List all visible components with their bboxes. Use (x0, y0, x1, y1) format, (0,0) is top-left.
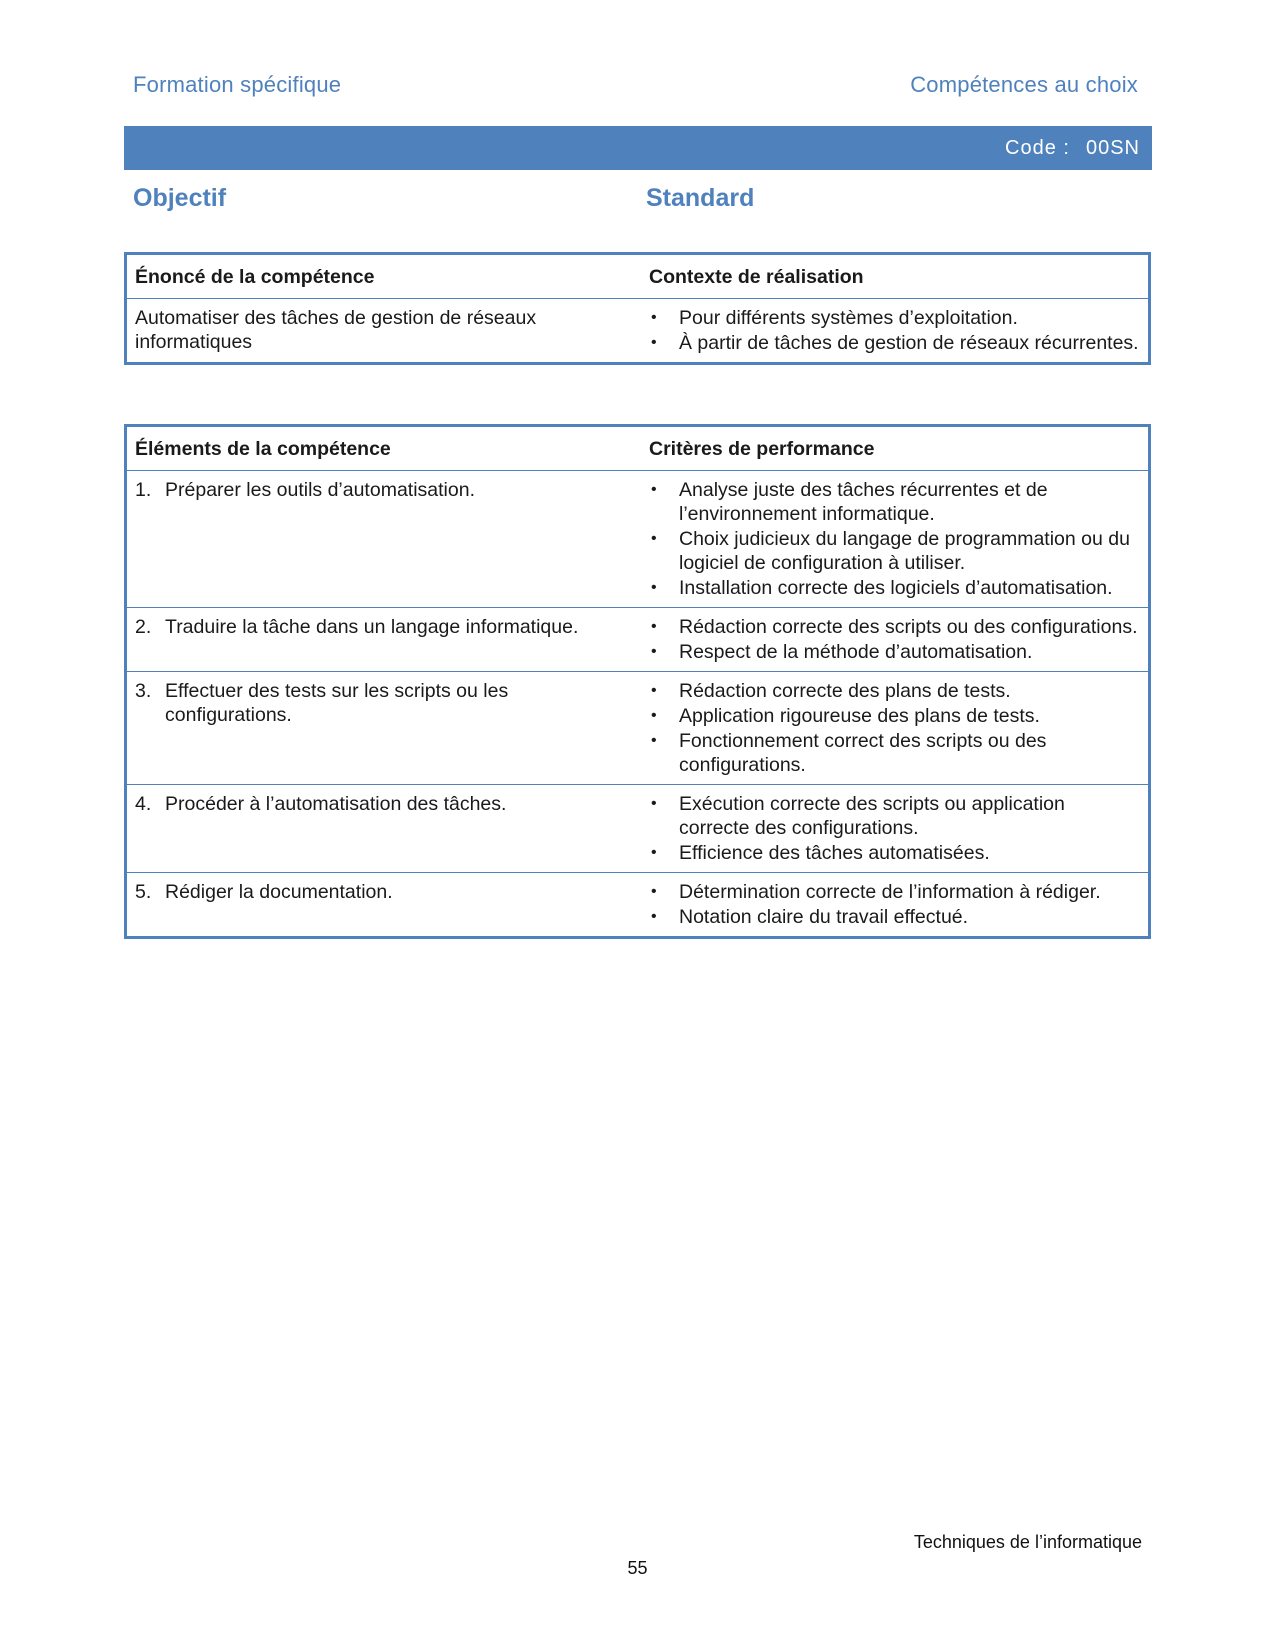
table-header-row (126, 426, 1150, 471)
list-item-text: Fonctionnement correct des scripts ou des configurations. (679, 730, 1047, 776)
element-text: Effectuer des tests sur les scripts ou les configurations. (165, 680, 509, 726)
criteria-list (649, 679, 1140, 777)
elements-table (124, 424, 1151, 939)
element-text: Traduire la tâche dans un langage informatique. (165, 616, 579, 638)
criteria-list (649, 880, 1140, 929)
element-number: 2. (135, 616, 152, 638)
element-text: Procéder à l’automatisation des tâches. (165, 793, 507, 815)
element-number: 1. (135, 479, 152, 501)
objectif-heading: Objectif (133, 184, 227, 212)
criteria-list (649, 792, 1140, 865)
bullet-icon: • (651, 309, 657, 326)
criteria-cell (639, 672, 1150, 785)
list-item (649, 478, 1140, 526)
table-row (126, 299, 1150, 364)
list-item-text: Analyse juste des tâches récurrentes et de l’environnement informatique. (679, 479, 1048, 525)
elements-header: Éléments de la compétence (126, 426, 640, 471)
subsection-title: Compétences au choix (910, 72, 1138, 97)
table-row (126, 608, 1150, 672)
enonce-text: Automatiser des tâches de gestion de réseaux informatiques (126, 299, 640, 364)
code-value: 00SN (1085, 136, 1140, 159)
list-item (649, 527, 1140, 575)
element-cell (126, 785, 640, 873)
contexte-cell (639, 299, 1150, 364)
list-item-text: Choix judicieux du langage de programmation ou du logiciel de configuration à utiliser. (679, 528, 1130, 574)
table-header-row (126, 254, 1150, 299)
table-row (126, 471, 1150, 608)
list-item (649, 640, 1140, 664)
code-bar (124, 126, 1152, 170)
bullet-icon: • (651, 618, 657, 635)
element-cell (126, 471, 640, 608)
criteres-header: Critères de performance (639, 426, 1150, 471)
list-item-text: Application rigoureuse des plans de tests. (679, 705, 1040, 727)
criteria-list (649, 478, 1140, 600)
bullet-icon: • (651, 682, 657, 699)
code-label: Code : (1005, 136, 1070, 159)
list-item (649, 905, 1140, 929)
criteria-cell (639, 873, 1150, 938)
footer-program: Techniques de l’informatique (913, 1532, 1142, 1552)
list-item (649, 331, 1140, 355)
list-item (649, 615, 1140, 639)
list-item-text: À partir de tâches de gestion de réseaux récurrentes. (679, 332, 1139, 354)
list-item-text: Détermination correcte de l’information à rédiger. (679, 881, 1101, 903)
table-row (126, 785, 1150, 873)
bullet-icon: • (651, 643, 657, 660)
element-cell (126, 672, 640, 785)
bullet-icon: • (651, 579, 657, 596)
element-number: 3. (135, 680, 152, 702)
bullet-icon: • (651, 732, 657, 749)
criteria-cell (639, 785, 1150, 873)
bullet-icon: • (651, 908, 657, 925)
bullet-icon: • (651, 481, 657, 498)
element-cell (126, 873, 640, 938)
list-item-text: Exécution correcte des scripts ou application correcte des configurations. (679, 793, 1065, 839)
standard-heading: Standard (646, 184, 755, 212)
list-item-text: Notation claire du travail effectué. (679, 906, 969, 928)
bullet-icon: • (651, 530, 657, 547)
criteria-cell (639, 608, 1150, 672)
bullet-icon: • (651, 883, 657, 900)
contexte-list (649, 306, 1140, 355)
enonce-header: Énoncé de la compétence (126, 254, 640, 299)
bullet-icon: • (651, 795, 657, 812)
list-item (649, 704, 1140, 728)
element-text: Préparer les outils d’automatisation. (165, 479, 475, 501)
page-number: 55 (627, 1558, 648, 1578)
contexte-header: Contexte de réalisation (639, 254, 1150, 299)
section-title: Formation spécifique (133, 72, 342, 97)
element-cell (126, 608, 640, 672)
bullet-icon: • (651, 707, 657, 724)
criteria-cell (639, 471, 1150, 608)
list-item-text: Rédaction correcte des scripts ou des configurations. (679, 616, 1138, 638)
bullet-icon: • (651, 844, 657, 861)
list-item (649, 306, 1140, 330)
element-text: Rédiger la documentation. (165, 881, 393, 903)
list-item (649, 679, 1140, 703)
list-item-text: Rédaction correcte des plans de tests. (679, 680, 1011, 702)
competence-table (124, 252, 1151, 365)
list-item (649, 576, 1140, 600)
table-row (126, 672, 1150, 785)
table-row (126, 873, 1150, 938)
list-item (649, 880, 1140, 904)
bullet-icon: • (651, 334, 657, 351)
list-item-text: Efficience des tâches automatisées. (679, 842, 990, 864)
list-item (649, 792, 1140, 840)
criteria-list (649, 615, 1140, 664)
element-number: 4. (135, 793, 152, 815)
list-item-text: Respect de la méthode d’automatisation. (679, 641, 1033, 663)
list-item-text: Installation correcte des logiciels d’automatisation. (679, 577, 1113, 599)
element-number: 5. (135, 881, 152, 903)
list-item (649, 841, 1140, 865)
list-item (649, 729, 1140, 777)
list-item-text: Pour différents systèmes d’exploitation. (679, 307, 1018, 329)
